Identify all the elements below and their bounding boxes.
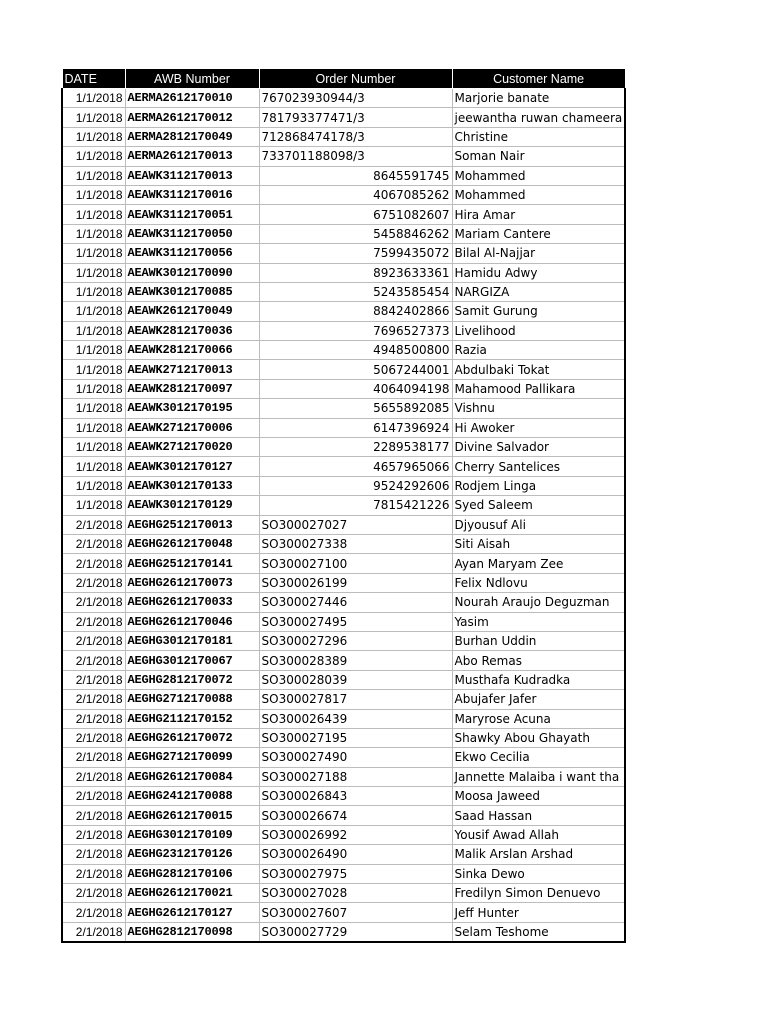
customer-name-cell: Mohammed [452,185,625,204]
date-cell: 1/1/2018 [62,147,125,166]
awb-number-cell: AEAWK3112170016 [125,185,259,204]
customer-name-cell: Hi Awoker [452,418,625,437]
date-cell: 2/1/2018 [62,845,125,864]
awb-number-cell: AEGHG2612170046 [125,612,259,631]
order-number-cell: SO300027027 [259,515,452,534]
customer-name-cell: Soman Nair [452,147,625,166]
table-row [62,476,625,495]
customer-name-cell: Selam Teshome [452,922,625,942]
customer-name-cell: Razia [452,341,625,360]
date-cell: 2/1/2018 [62,922,125,942]
awb-number-cell: AEAWK2812170097 [125,379,259,398]
table-row [62,127,625,146]
customer-name-cell: NARGIZA [452,282,625,301]
order-number-cell: SO300027729 [259,922,452,942]
order-number-cell: SO300026439 [259,709,452,728]
awb-number-cell: AEAWK2812170066 [125,341,259,360]
table-row [62,787,625,806]
table-row [62,573,625,592]
date-cell: 2/1/2018 [62,884,125,903]
customer-name-cell: Livelihood [452,321,625,340]
customer-name-cell: Malik Arslan Arshad [452,845,625,864]
awb-number-cell: AEAWK3112170013 [125,166,259,185]
table-row [62,690,625,709]
awb-number-cell: AEGHG2812170106 [125,864,259,883]
date-cell: 2/1/2018 [62,651,125,670]
awb-number-cell: AERMA2612170010 [125,89,259,108]
order-number-cell: SO300026674 [259,806,452,825]
awb-number-cell: AEGHG2712170099 [125,748,259,767]
awb-number-cell: AEGHG2412170088 [125,787,259,806]
customer-name-cell: Moosa Jaweed [452,787,625,806]
table-row [62,670,625,689]
table-row [62,593,625,612]
date-cell: 1/1/2018 [62,127,125,146]
order-number-cell: SO300028389 [259,651,452,670]
order-number-cell: 5243585454 [259,282,452,301]
awb-number-cell: AEGHG2812170098 [125,922,259,942]
customer-name-cell: Divine Salvador [452,438,625,457]
awb-number-cell: AEAWK2712170020 [125,438,259,457]
customer-name-cell: Mariam Cantere [452,224,625,243]
table-body [62,89,625,943]
order-number-cell: 4064094198 [259,379,452,398]
date-cell: 2/1/2018 [62,787,125,806]
awb-number-cell: AEGHG2112170152 [125,709,259,728]
order-number-cell: SO300026199 [259,573,452,592]
awb-number-cell: AEAWK3012170195 [125,399,259,418]
customer-name-cell: Syed Saleem [452,496,625,515]
customer-name-cell: Shawky Abou Ghayath [452,728,625,747]
order-number-cell: 7599435072 [259,244,452,263]
date-cell: 1/1/2018 [62,108,125,127]
date-cell: 1/1/2018 [62,205,125,224]
table-row [62,884,625,903]
table-row [62,728,625,747]
date-cell: 1/1/2018 [62,399,125,418]
awb-number-cell: AEGHG2812170072 [125,670,259,689]
awb-number-cell: AEAWK3012170090 [125,263,259,282]
date-cell: 2/1/2018 [62,670,125,689]
date-cell: 2/1/2018 [62,573,125,592]
awb-number-cell: AEGHG2512170013 [125,515,259,534]
customer-name-cell: Vishnu [452,399,625,418]
customer-name-cell: Ayan Maryam Zee [452,554,625,573]
customer-name-cell: Maryrose Acuna [452,709,625,728]
order-number-cell: 8923633361 [259,263,452,282]
date-cell: 1/1/2018 [62,438,125,457]
table-row [62,108,625,127]
customer-name-cell: Yasim [452,612,625,631]
customer-name-cell: Felix Ndlovu [452,573,625,592]
customer-name-cell: Jannette Malaiba i want tha [452,767,625,786]
order-number-cell: SO300027817 [259,690,452,709]
date-cell: 2/1/2018 [62,534,125,553]
customer-name-cell: Sinka Dewo [452,864,625,883]
awb-number-cell: AEGHG2312170126 [125,845,259,864]
awb-number-cell: AEGHG2612170127 [125,903,259,922]
order-number-cell: 767023930944/3 [259,89,452,108]
awb-number-cell: AEAWK3012170133 [125,476,259,495]
date-cell: 1/1/2018 [62,379,125,398]
table-row [62,767,625,786]
customer-name-cell: Saad Hassan [452,806,625,825]
date-cell: 1/1/2018 [62,457,125,476]
order-number-cell: 5655892085 [259,399,452,418]
awb-number-column-header: AWB Number [125,69,259,89]
customer-name-cell: Fredilyn Simon Denuevo [452,884,625,903]
order-number-cell: 7815421226 [259,496,452,515]
date-cell: 1/1/2018 [62,321,125,340]
table-row [62,185,625,204]
table-row [62,709,625,728]
order-number-column-header: Order Number [259,69,452,89]
date-cell: 2/1/2018 [62,864,125,883]
date-column-header: DATE [62,69,125,89]
table-row [62,89,625,108]
order-number-cell: 9524292606 [259,476,452,495]
order-number-cell: 5458846262 [259,224,452,243]
awb-number-cell: AEAWK3012170127 [125,457,259,476]
awb-number-cell: AEAWK3012170085 [125,282,259,301]
customer-name-cell: Musthafa Kudradka [452,670,625,689]
date-cell: 1/1/2018 [62,496,125,515]
date-cell: 1/1/2018 [62,476,125,495]
awb-number-cell: AEGHG3012170181 [125,631,259,650]
awb-number-cell: AEAWK2712170013 [125,360,259,379]
customer-name-cell: Siti Aisah [452,534,625,553]
order-number-cell: SO300027490 [259,748,452,767]
customer-name-cell: Mahamood Pallikara [452,379,625,398]
customer-name-cell: Abujafer Jafer [452,690,625,709]
order-number-cell: 4067085262 [259,185,452,204]
order-number-cell: SO300026490 [259,845,452,864]
customer-name-cell: Yousif Awad Allah [452,825,625,844]
table-row [62,806,625,825]
date-cell: 1/1/2018 [62,341,125,360]
date-cell: 2/1/2018 [62,612,125,631]
customer-name-cell: Jeff Hunter [452,903,625,922]
customer-name-cell: Rodjem Linga [452,476,625,495]
customer-name-cell: Marjorie banate [452,89,625,108]
customer-name-column-header: Customer Name [452,69,625,89]
table-row [62,341,625,360]
customer-name-cell: Burhan Uddin [452,631,625,650]
awb-number-cell: AEGHG2612170073 [125,573,259,592]
date-cell: 1/1/2018 [62,185,125,204]
order-number-cell: 2289538177 [259,438,452,457]
date-cell: 2/1/2018 [62,806,125,825]
order-number-cell: 6147396924 [259,418,452,437]
awb-number-cell: AEGHG3012170109 [125,825,259,844]
order-number-cell: SO300027495 [259,612,452,631]
date-cell: 1/1/2018 [62,282,125,301]
customer-name-cell: Djyousuf Ali [452,515,625,534]
table-row [62,263,625,282]
awb-number-cell: AEGHG2712170088 [125,690,259,709]
awb-number-cell: AERMA2612170012 [125,108,259,127]
date-cell: 2/1/2018 [62,515,125,534]
table-row [62,360,625,379]
awb-number-cell: AEGHG2612170084 [125,767,259,786]
customer-name-cell: Hamidu Adwy [452,263,625,282]
date-cell: 2/1/2018 [62,631,125,650]
order-number-cell: 712868474178/3 [259,127,452,146]
customer-name-cell: Nourah Araujo Deguzman [452,593,625,612]
customer-name-cell: Ekwo Cecilia [452,748,625,767]
awb-number-cell: AEAWK2612170049 [125,302,259,321]
table-row [62,205,625,224]
table-row [62,748,625,767]
customer-name-cell: Hira Amar [452,205,625,224]
table-row [62,825,625,844]
awb-number-cell: AEGHG2612170033 [125,593,259,612]
date-cell: 1/1/2018 [62,89,125,108]
table-row [62,457,625,476]
order-number-cell: 6751082607 [259,205,452,224]
awb-number-cell: AEGHG2612170015 [125,806,259,825]
table-row [62,903,625,922]
shipment-table [61,68,626,943]
table-row [62,496,625,515]
order-number-cell: SO300027188 [259,767,452,786]
table-row [62,282,625,301]
table-row [62,612,625,631]
awb-number-cell: AEGHG2612170021 [125,884,259,903]
order-number-cell: SO300028039 [259,670,452,689]
awb-number-cell: AEGHG2612170048 [125,534,259,553]
order-number-cell: SO300027607 [259,903,452,922]
table-row [62,515,625,534]
date-cell: 1/1/2018 [62,302,125,321]
date-cell: 2/1/2018 [62,903,125,922]
order-number-cell: SO300026992 [259,825,452,844]
order-number-cell: 8645591745 [259,166,452,185]
table-row [62,147,625,166]
awb-number-cell: AEAWK2712170006 [125,418,259,437]
table-row [62,379,625,398]
table-row [62,534,625,553]
header-row [62,69,625,89]
table-row [62,631,625,650]
awb-number-cell: AEAWK3112170051 [125,205,259,224]
table-row [62,244,625,263]
order-number-cell: SO300026843 [259,787,452,806]
table-row [62,418,625,437]
date-cell: 2/1/2018 [62,554,125,573]
customer-name-cell: jeewantha ruwan chameera [452,108,625,127]
awb-number-cell: AEGHG2512170141 [125,554,259,573]
order-number-cell: 781793377471/3 [259,108,452,127]
date-cell: 1/1/2018 [62,263,125,282]
date-cell: 2/1/2018 [62,728,125,747]
date-cell: 2/1/2018 [62,593,125,612]
table-row [62,438,625,457]
customer-name-cell: Abdulbaki Tokat [452,360,625,379]
order-number-cell: SO300027296 [259,631,452,650]
order-number-cell: 4948500800 [259,341,452,360]
order-number-cell: 4657965066 [259,457,452,476]
awb-number-cell: AEAWK3112170056 [125,244,259,263]
customer-name-cell: Mohammed [452,166,625,185]
order-number-cell: 733701188098/3 [259,147,452,166]
table-row [62,554,625,573]
customer-name-cell: Bilal Al-Najjar [452,244,625,263]
date-cell: 2/1/2018 [62,690,125,709]
order-number-cell: SO300027446 [259,593,452,612]
date-cell: 2/1/2018 [62,825,125,844]
table-row [62,864,625,883]
table-row [62,922,625,942]
date-cell: 2/1/2018 [62,748,125,767]
table-row [62,399,625,418]
awb-number-cell: AEGHG3012170067 [125,651,259,670]
table-row [62,651,625,670]
date-cell: 2/1/2018 [62,709,125,728]
table-row [62,302,625,321]
date-cell: 1/1/2018 [62,418,125,437]
date-cell: 1/1/2018 [62,360,125,379]
order-number-cell: 8842402866 [259,302,452,321]
order-number-cell: SO300027975 [259,864,452,883]
table-row [62,166,625,185]
table-row [62,224,625,243]
date-cell: 1/1/2018 [62,224,125,243]
awb-number-cell: AERMA2612170013 [125,147,259,166]
date-cell: 1/1/2018 [62,166,125,185]
awb-number-cell: AEAWK3112170050 [125,224,259,243]
order-number-cell: 7696527373 [259,321,452,340]
order-number-cell: SO300027100 [259,554,452,573]
awb-number-cell: AEAWK2812170036 [125,321,259,340]
table-row [62,845,625,864]
awb-number-cell: AEGHG2612170072 [125,728,259,747]
order-number-cell: SO300027195 [259,728,452,747]
awb-number-cell: AERMA2812170049 [125,127,259,146]
date-cell: 1/1/2018 [62,244,125,263]
order-number-cell: SO300027028 [259,884,452,903]
table-row [62,321,625,340]
customer-name-cell: Christine [452,127,625,146]
order-number-cell: 5067244001 [259,360,452,379]
order-number-cell: SO300027338 [259,534,452,553]
awb-number-cell: AEAWK3012170129 [125,496,259,515]
customer-name-cell: Samit Gurung [452,302,625,321]
date-cell: 2/1/2018 [62,767,125,786]
customer-name-cell: Cherry Santelices [452,457,625,476]
customer-name-cell: Abo Remas [452,651,625,670]
